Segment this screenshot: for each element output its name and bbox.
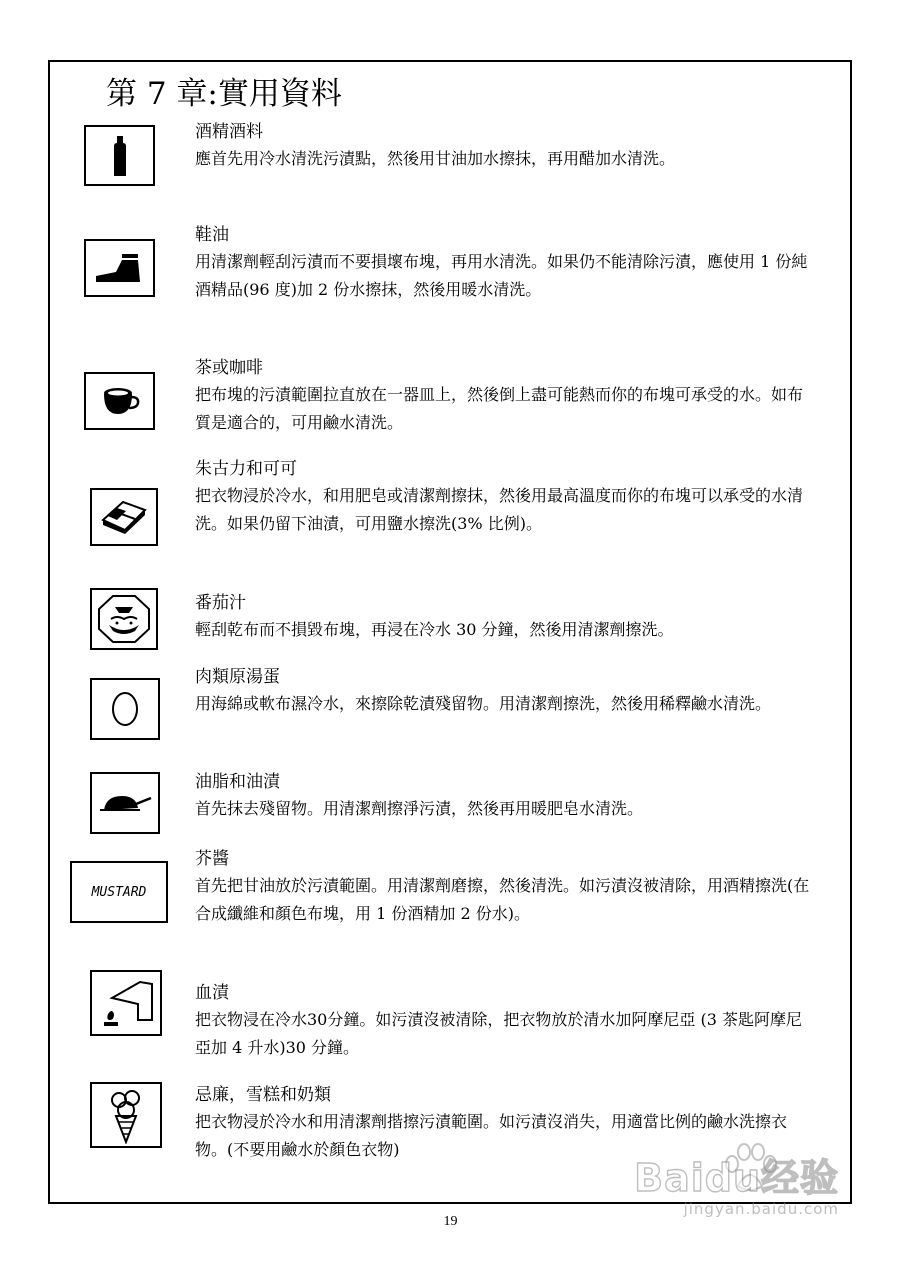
entry-text: 首先抹去殘留物。用清潔劑擦淨污漬，然後再用暖肥皂水清洗。 <box>195 799 644 818</box>
bottle-icon <box>84 125 155 186</box>
entry-text: 把衣物浸於冷水和用清潔劑揩擦污漬範圍。如污漬沒消失，用適當比例的鹼水洗擦衣物。(不要用鹼水於顏色衣物) <box>195 1112 788 1159</box>
tomato-icon <box>90 588 158 650</box>
entry-text: 把布塊的污漬範圍拉直放在一器皿上，然後倒上盡可能熱而你的布塊可承受的水。如布質是適合的，可用鹼水清洗。 <box>195 385 804 432</box>
entry-tomato-juice <box>195 590 815 644</box>
entry-text: 首先把甘油放於污漬範圍。用清潔劑磨擦，然後清洗。如污漬沒被清除，用酒精擦洗(在合成纖維和顏色布塊，用 1 份酒精加 2 份水)。 <box>195 876 810 923</box>
ice-cream-icon <box>90 1082 162 1148</box>
coffee-cup-icon <box>84 372 155 430</box>
mustard-icon <box>70 861 168 923</box>
entry-title: 芥醬 <box>195 849 229 869</box>
entry-tea-coffee <box>195 355 815 437</box>
page-number: 19 <box>443 1214 458 1229</box>
entry-title: 茶或咖啡 <box>195 358 263 378</box>
entry-blood <box>195 980 815 1062</box>
watermark-url: jingyan.baidu.com <box>683 1200 839 1218</box>
entry-title: 朱古力和可可 <box>195 459 297 479</box>
entry-title: 油脂和油漬 <box>195 772 280 792</box>
entry-shoe-polish <box>195 222 815 304</box>
chapter-title: 第 7 章:實用資料 <box>106 76 342 112</box>
oil-can-icon <box>90 772 160 834</box>
entry-meat-egg <box>195 664 815 718</box>
watermark <box>634 1156 839 1218</box>
entry-title: 鞋油 <box>195 225 229 245</box>
watermark-logo: Baidu经验 <box>634 1156 839 1200</box>
entry-text: 輕刮乾布而不損毀布塊，再浸在冷水 30 分鐘，然後用清潔劑擦洗。 <box>195 620 674 639</box>
entry-title: 血漬 <box>195 983 229 1003</box>
entry-text: 應首先用冷水清洗污漬點，然後用甘油加水擦抹，再用醋加水清洗。 <box>195 149 676 168</box>
entry-text: 把衣物浸於冷水，和用肥皂或清潔劑擦抹，然後用最高溫度而你的布塊可以承受的水清洗。如果仍留下油漬，可用鹽水擦洗(3% 比例)。 <box>195 486 804 533</box>
entry-text: 用清潔劑輕刮污漬而不要損壞布塊，再用水清洗。如果仍不能清除污漬，應使用 1 份純酒精品(96 度)加 2 份水擦抹，然後用暖水清洗。 <box>195 252 808 299</box>
entry-grease-oil <box>195 769 815 823</box>
entry-title: 忌廉，雪糕和奶類 <box>195 1085 331 1105</box>
shoe-icon <box>84 239 155 297</box>
entry-title: 酒精酒料 <box>195 122 263 142</box>
chocolate-bar-icon <box>90 488 158 546</box>
egg-icon <box>90 678 160 740</box>
entry-mustard <box>195 846 815 928</box>
entry-text: 把衣物浸在冷水30分鐘。如污漬沒被清除，把衣物放於清水加阿摩尼亞 (3 茶匙阿摩尼亞加 4 升水)30 分鐘。 <box>195 1010 802 1057</box>
mustard-icon-label: MUSTARD <box>91 884 147 900</box>
entry-text: 用海綿或軟布濕冷水，來擦除乾漬殘留物。用清潔劑擦洗，然後用稀釋鹼水清洗。 <box>195 694 772 713</box>
entry-chocolate <box>195 456 815 538</box>
blood-drop-icon <box>90 970 162 1036</box>
entry-title: 番茄汁 <box>195 593 246 613</box>
entry-title: 肉類原湯蛋 <box>195 667 280 687</box>
entry-alcohol <box>195 119 815 173</box>
